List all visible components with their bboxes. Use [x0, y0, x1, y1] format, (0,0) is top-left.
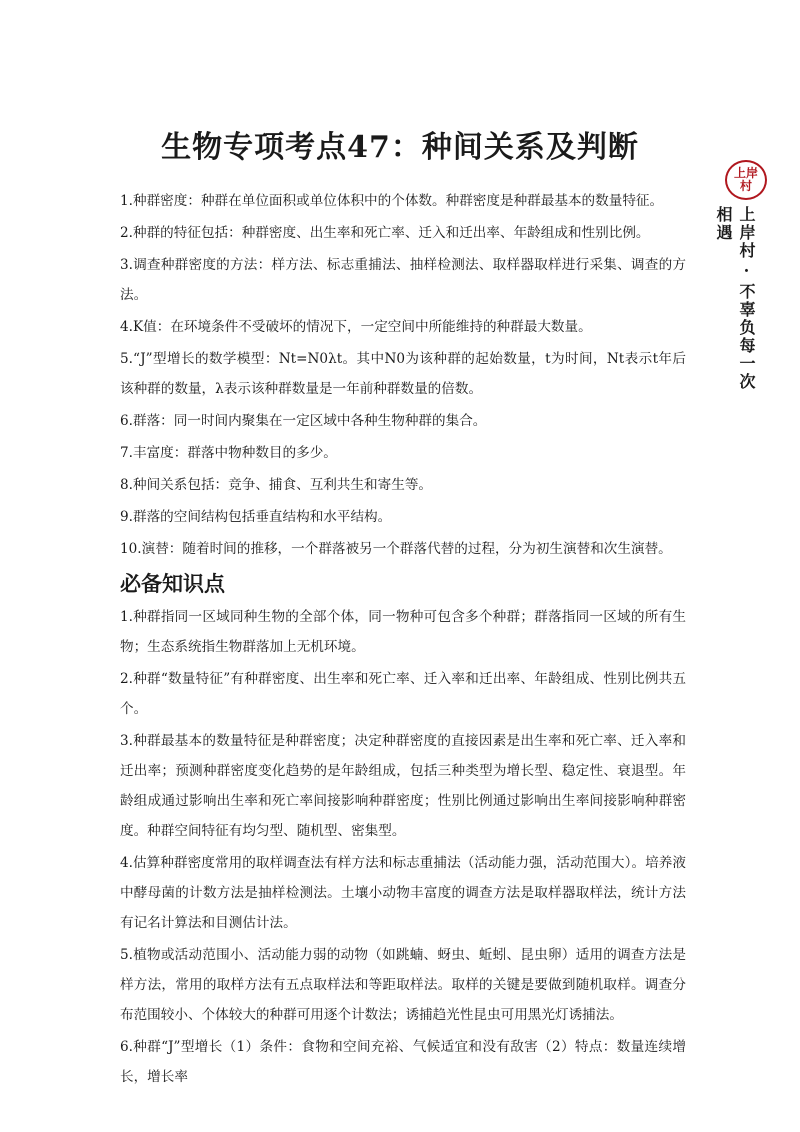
document-body	[120, 186, 686, 1094]
key-point-item: 5.“J”型增长的数学模型：Nt=N0λt。其中N0为该种群的起始数量，t为时间，Nt表示t年后该种群的数量，λ表示该种群数量是一年前种群数量的倍数。	[120, 351, 686, 397]
knowledge-point-item: 4.估算种群密度常用的取样调查法有样方法和标志重捕法（活动能力强，活动范围大）。培养液中酵母菌的计数方法是抽样检测法。土壤小动物丰富度的调查方法是取样器取样法，统计方法有记名计算法和目测估计法。	[120, 855, 686, 931]
seal-stamp	[725, 160, 767, 200]
key-points-list	[120, 186, 686, 564]
key-point-item: 10.演替：随着时间的推移，一个群落被另一个群落代替的过程，分为初生演替和次生演替。	[120, 541, 672, 557]
key-point-item: 9.群落的空间结构包括垂直结构和水平结构。	[120, 509, 392, 525]
key-point-item: 3.调查种群密度的方法：样方法、标志重捕法、抽样检测法、取样器取样进行采集、调查的方法。	[120, 257, 686, 303]
knowledge-point-item: 6.种群“J”型增长（1）条件：食物和空间充裕、气候适宜和没有敌害（2）特点：数量连续增长，增长率	[120, 1039, 686, 1085]
knowledge-point-item: 1.种群指同一区域同种生物的全部个体，同一物种可包含多个种群；群落指同一区域的所有生物；生态系统指生物群落加上无机环境。	[120, 609, 686, 655]
key-point-item: 8.种间关系包括：竞争、捕食、互利共生和寄生等。	[120, 477, 433, 493]
key-point-item: 7.丰富度：群落中物种数目的多少。	[120, 445, 337, 461]
seal-stamp-text: 上岸村	[733, 166, 758, 193]
page-title: 生物专项考点47：种间关系及判断	[161, 130, 639, 165]
knowledge-point-item: 5.植物或活动范围小、活动能力弱的动物（如跳蝻、蚜虫、蚯蚓、昆虫卵）适用的调查方法是样方法，常用的取样方法有五点取样法和等距取样法。取样的关键是要做到随机取样。调查分布范围较小、个体较大的种群可用逐个计数法；诱捕趋光性昆虫可用黑光灯诱捕法。	[120, 947, 686, 1023]
knowledge-point-item: 2.种群“数量特征”有种群密度、出生率和死亡率、迁入率和迁出率、年龄组成、性别比例共五个。	[120, 671, 686, 717]
key-point-item: 6.群落：同一时间内聚集在一定区域中各种生物种群的集合。	[120, 413, 487, 429]
key-point-item: 4.K值：在环境条件不受破坏的情况下，一定空间中所能维持的种群最大数量。	[120, 319, 592, 335]
vertical-slogan: 上岸村 · 不辜负每一次相遇	[714, 206, 756, 391]
section-heading: 必备知识点	[120, 571, 225, 596]
key-point-item: 1.种群密度：种群在单位面积或单位体积中的个体数。种群密度是种群最基本的数量特征。	[120, 193, 664, 209]
knowledge-point-item: 3.种群最基本的数量特征是种群密度；决定种群密度的直接因素是出生率和死亡率、迁入率和迁出率；预测种群密度变化趋势的是年龄组成，包括三种类型为增长型、稳定性、衰退型。年龄组成通过影响出生率和死亡率间接影响种群密度；性别比例通过影响出生率间接影响种群密度。种群空间特征有均匀型、随机型、密集型。	[120, 733, 686, 839]
key-point-item: 2.种群的特征包括：种群密度、出生率和死亡率、迁入和迁出率、年龄组成和性别比例。	[120, 225, 650, 241]
knowledge-points-list	[120, 602, 686, 1092]
